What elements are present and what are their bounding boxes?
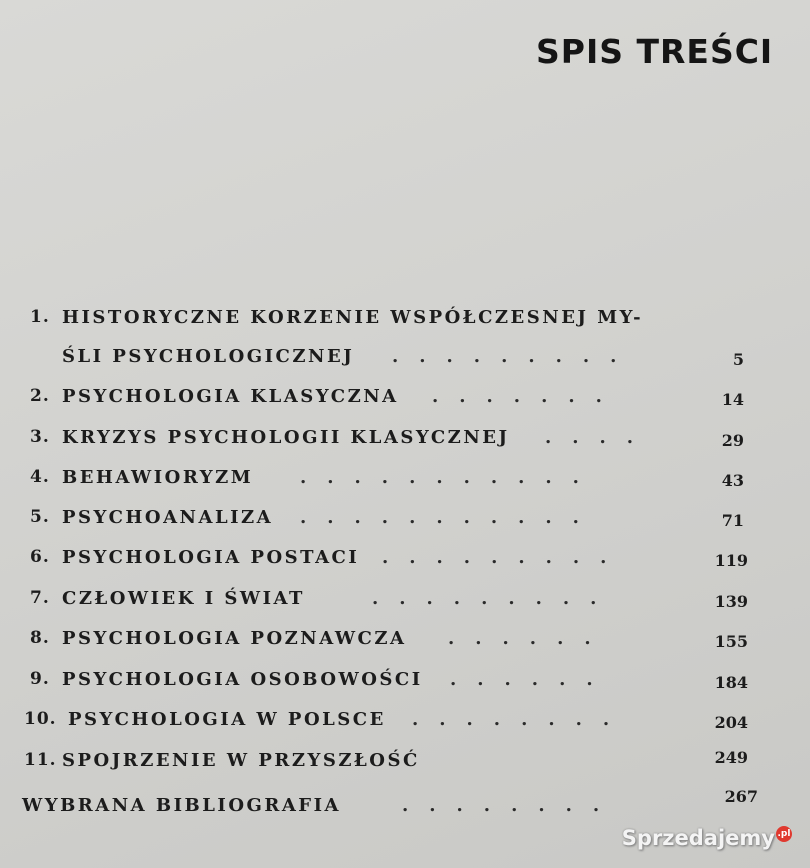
toc-entry-1-continued	[0, 346, 810, 376]
entry-number: 6.	[30, 547, 50, 567]
toc-entry-11	[0, 750, 810, 780]
dot-leader: ...........	[300, 507, 600, 528]
entry-title: BEHAWIORYZM	[62, 467, 254, 488]
page-title: SPIS TREŚCI	[536, 32, 774, 71]
entry-number: 7.	[30, 588, 50, 608]
entry-page: 249	[714, 748, 748, 767]
toc-entry-7	[0, 588, 810, 618]
entry-page: 184	[714, 673, 748, 692]
toc-entry-2	[0, 386, 810, 416]
entry-number: 8.	[30, 628, 50, 648]
entry-title: PSYCHOANALIZA	[62, 507, 274, 528]
entry-title: CZŁOWIEK I ŚWIAT	[62, 588, 305, 609]
entry-page: 29	[721, 431, 744, 450]
entry-page: 43	[721, 471, 744, 490]
entry-number: 11.	[24, 750, 57, 770]
entry-page: 139	[714, 592, 748, 611]
entry-number: 9.	[30, 669, 50, 689]
dot-leader: ........	[402, 795, 621, 816]
entry-page: 5	[732, 350, 744, 369]
entry-number: 3.	[30, 427, 50, 447]
entry-number: 5.	[30, 507, 50, 527]
entry-number: 1.	[30, 307, 50, 327]
dot-leader: .........	[392, 346, 638, 367]
entry-title: KRYZYS PSYCHOLOGII KLASYCZNEJ	[62, 427, 510, 448]
toc-entry-9	[0, 669, 810, 699]
dot-leader: .......	[432, 386, 623, 407]
dot-leader: ........	[412, 709, 631, 730]
dot-leader: .........	[372, 588, 618, 609]
entry-title: WYBRANA BIBLIOGRAFIA	[22, 795, 341, 816]
entry-number: 10.	[24, 709, 57, 729]
entry-number: 4.	[30, 467, 50, 487]
toc-entry-3	[0, 427, 810, 457]
toc-entry-1	[0, 307, 810, 337]
entry-page: 71	[721, 511, 744, 530]
watermark-logo	[622, 826, 792, 850]
entry-title: PSYCHOLOGIA W POLSCE	[68, 709, 386, 730]
dot-leader: ....	[545, 427, 655, 448]
dot-leader: ......	[450, 669, 614, 690]
toc-entry-8	[0, 628, 810, 658]
entry-number: 2.	[30, 386, 50, 406]
dot-leader: ...........	[300, 467, 600, 488]
entry-title: HISTORYCZNE KORZENIE WSPÓŁCZESNEJ MY-	[62, 307, 644, 328]
entry-title-continued: ŚLI PSYCHOLOGICZNEJ	[62, 346, 355, 367]
entry-title: PSYCHOLOGIA OSOBOWOŚCI	[62, 669, 423, 690]
toc-entry-6	[0, 547, 810, 577]
dot-leader: ......	[448, 628, 612, 649]
entry-page: 204	[714, 713, 748, 732]
toc-entry-bibliography	[0, 787, 810, 825]
entry-page: 14	[721, 390, 744, 409]
toc-entry-4	[0, 467, 810, 497]
entry-title: PSYCHOLOGIA POSTACI	[62, 547, 360, 568]
entry-title: SPOJRZENIE W PRZYSZŁOŚĆ	[62, 750, 420, 771]
entry-title: PSYCHOLOGIA KLASYCZNA	[62, 386, 399, 407]
toc-entry-10	[0, 709, 810, 739]
toc-entry-5	[0, 507, 810, 537]
entry-page: 155	[714, 632, 748, 651]
entry-page: 119	[714, 551, 748, 570]
entry-title: PSYCHOLOGIA POZNAWCZA	[62, 628, 407, 649]
watermark-text: Sprzedajemy	[621, 826, 775, 850]
dot-leader: .........	[382, 547, 628, 568]
entry-page: 267	[724, 787, 758, 806]
watermark-badge: .pl	[776, 826, 792, 842]
